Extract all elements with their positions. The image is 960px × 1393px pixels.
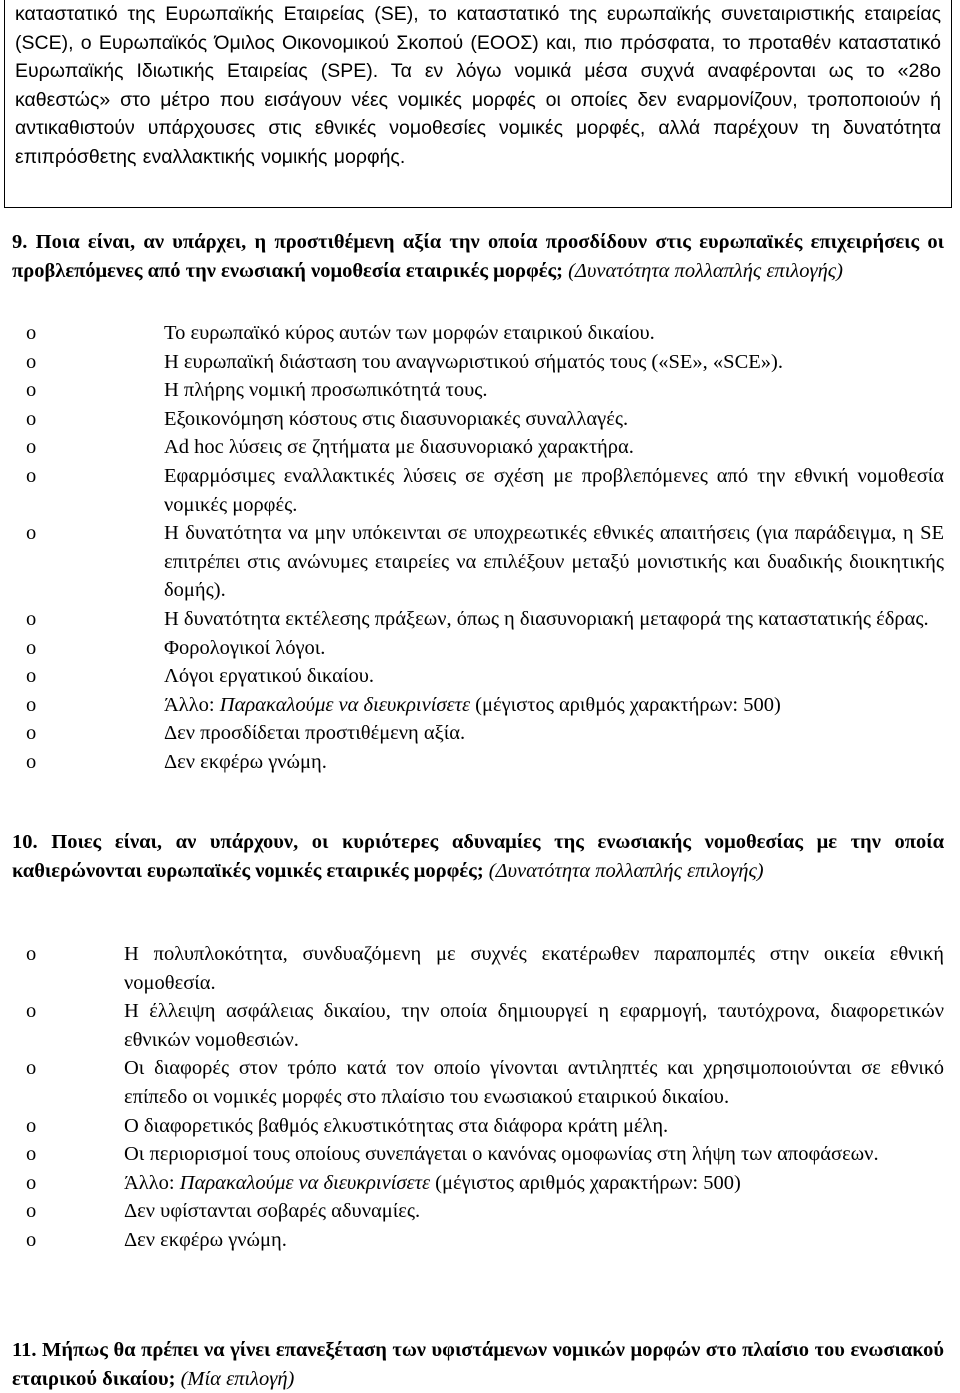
- option-label: Η ευρωπαϊκή διάσταση του αναγνωριστικού σήματός τους («SE», «SCE»).: [164, 350, 783, 373]
- checkbox-icon[interactable]: o: [26, 379, 37, 402]
- q9-option[interactable]: [12, 748, 944, 777]
- question-11-text: Μήπως θα πρέπει να γίνει επανεξέταση των υφιστάμενων νομικών μορφών στο πλαίσιο του ενωσιακού εταιρικού δικαίου;: [12, 1339, 944, 1390]
- option-label: (μέγιστος αριθμός χαρακτήρων: 500): [430, 1171, 741, 1194]
- checkbox-icon[interactable]: o: [26, 322, 37, 344]
- q10-option[interactable]: [12, 1054, 944, 1111]
- intro-paragraph: καταστατικό της Ευρωπαϊκής Εταιρείας (SE), το καταστατικό της ευρωπαϊκής συνεταιριστικής εταιρείας (SCE), ο Ευρωπαϊκός Όμιλος Οικονομικού Σκοπού (ΕΟΟΣ) και, πιο πρόσφατα, το προταθέν καταστατικό Ευρωπαϊκής Ιδιωτικής Εταιρείας (SPE). Τα εν λόγω νομικά μέσα συχνά αναφέρονται ως το «28ο καθεστώς» στο μέτρο που εισάγουν νέες νομικές μορφές οι οποίες δεν εναρμονίζουν, τροποποιούν ή αντικαθιστούν υπάρχουσες στις εθνικές νομοθεσίες νομικές μορφές, αλλά παρέχουν τη δυνατότητα επιπρόσθετης εναλλακτικής νομικής μορφής.: [15, 3, 941, 168]
- option-label: Η δυνατότητα να μην υπόκεινται σε υποχρεωτικές εθνικές απαιτήσεις (για παράδειγμα, η SE επιτρέπει στις ανώνυμες εταιρείες να επιλέξουν μεταξύ μονιστικής και δυαδικής διοικητικής δομής).: [164, 522, 944, 602]
- checkbox-icon[interactable]: o: [26, 665, 37, 688]
- checkbox-icon[interactable]: o: [26, 693, 37, 716]
- question-9-number: 9.: [12, 231, 28, 253]
- checkbox-icon[interactable]: o: [26, 1114, 37, 1137]
- question-9: [12, 228, 944, 285]
- question-10-hint: (Δυνατότητα πολλαπλής επιλογής): [488, 859, 764, 882]
- question-10-text: Ποιες είναι, αν υπάρχουν, οι κυριότερες αδυναμίες της ενωσιακής νομοθεσίας με την οποία καθιερώνονται ευρωπαϊκές νομικές εταιρικές μορφές;: [12, 831, 945, 882]
- question-10-options: [12, 940, 944, 1255]
- q10-option[interactable]: [12, 1112, 944, 1141]
- checkbox-icon[interactable]: o: [26, 1057, 37, 1080]
- question-9-text: Ποια είναι, αν υπάρχει, η προστιθέμενη αξία την οποία προσδίδουν στις ευρωπαϊκές επιχειρήσεις οι προβλεπόμενες από την ενωσιακή νομοθεσία εταιρικές μορφές;: [12, 231, 944, 282]
- checkbox-icon[interactable]: o: [26, 607, 37, 630]
- checkbox-icon[interactable]: o: [26, 436, 37, 459]
- option-label: Άλλο:: [164, 693, 220, 716]
- option-label: Οι περιορισμοί τους οποίους συνεπάγεται ο κανόνας ομοφωνίας στη λήψη των αποφάσεων.: [124, 1143, 879, 1166]
- option-label: Λόγοι εργατικού δικαίου.: [164, 665, 374, 688]
- q10-option[interactable]: [12, 1140, 944, 1169]
- option-label: Εφαρμόσιμες εναλλακτικές λύσεις σε σχέση με προβλεπόμενες από την εθνική νομοθεσία νομικές μορφές.: [164, 464, 944, 516]
- option-label: Δεν προσδίδεται προστιθέμενη αξία.: [164, 722, 466, 745]
- question-11: [12, 1336, 944, 1393]
- option-label: Παρακαλούμε να διευκρινίσετε: [179, 1171, 431, 1194]
- option-label: Το ευρωπαϊκό κύρος αυτών των μορφών εταιρικού δικαίου.: [164, 322, 655, 344]
- option-label: Ο διαφορετικός βαθμός ελκυστικότητας στα διάφορα κράτη μέλη.: [124, 1114, 669, 1137]
- q9-option[interactable]: [12, 605, 944, 634]
- q9-option[interactable]: [12, 519, 944, 605]
- option-label: Η πλήρης νομική προσωπικότητά τους.: [164, 379, 488, 402]
- q9-option[interactable]: [12, 348, 944, 377]
- q9-option[interactable]: [12, 634, 944, 663]
- q9-option[interactable]: [12, 376, 944, 405]
- option-label: Άλλο:: [124, 1171, 180, 1194]
- q9-option[interactable]: [12, 662, 944, 691]
- question-11-hint: (Μία επιλογή): [180, 1367, 295, 1390]
- q10-option[interactable]: [12, 940, 944, 997]
- question-9-options: [12, 319, 944, 777]
- q10-option[interactable]: [12, 1169, 944, 1198]
- checkbox-icon[interactable]: o: [26, 943, 37, 965]
- option-label: Η δυνατότητα εκτέλεσης πράξεων, όπως η διασυνοριακή μεταφορά της καταστατικής έδρας.: [164, 607, 929, 630]
- checkbox-icon[interactable]: o: [26, 464, 37, 487]
- checkbox-icon[interactable]: o: [26, 722, 37, 745]
- q10-option[interactable]: [12, 1197, 944, 1226]
- option-label: Η έλλειψη ασφάλειας δικαίου, την οποία δημιουργεί η εφαρμογή, ταυτόχρονα, διαφορετικών εθνικών νομοθεσιών.: [124, 1000, 944, 1051]
- q9-option[interactable]: [12, 719, 944, 748]
- option-label: Η πολυπλοκότητα, συνδυαζόμενη με συχνές εκατέρωθεν παραπομπές στην οικεία εθνική νομοθεσία.: [124, 943, 944, 994]
- q9-option[interactable]: [12, 405, 944, 434]
- question-10: [12, 828, 944, 885]
- question-11-number: 11.: [12, 1339, 37, 1361]
- option-label: Δεν εκφέρω γνώμη.: [164, 750, 327, 773]
- option-label: Οι διαφορές στον τρόπο κατά τον οποίο γίνονται αντιληπτές και χρησιμοποιούνται σε εθνικό επίπεδο οι νομικές μορφές στο πλαίσιο του ενωσιακού εταιρικού δικαίου.: [124, 1057, 944, 1108]
- checkbox-icon[interactable]: o: [26, 522, 37, 545]
- checkbox-icon[interactable]: o: [26, 1200, 37, 1223]
- q9-option[interactable]: [12, 691, 944, 720]
- option-label: Δεν υφίστανται σοβαρές αδυναμίες.: [124, 1200, 421, 1223]
- question-10-number: 10.: [12, 831, 38, 853]
- checkbox-icon[interactable]: o: [26, 407, 37, 430]
- option-label: (μέγιστος αριθμός χαρακτήρων: 500): [470, 693, 781, 716]
- option-label: Εξοικονόμηση κόστους στις διασυνοριακές συναλλαγές.: [164, 407, 629, 430]
- q9-option[interactable]: [12, 319, 944, 348]
- checkbox-icon[interactable]: o: [26, 1228, 37, 1251]
- option-label: Δεν εκφέρω γνώμη.: [124, 1228, 287, 1251]
- question-9-hint: (Δυνατότητα πολλαπλής επιλογής): [568, 259, 843, 282]
- checkbox-icon[interactable]: o: [26, 750, 37, 773]
- checkbox-icon[interactable]: o: [26, 636, 37, 659]
- option-label: Ad hoc λύσεις σε ζητήματα με διασυνοριακό χαρακτήρα.: [164, 436, 634, 459]
- q9-option[interactable]: [12, 433, 944, 462]
- option-label: Φορολογικοί λόγοι.: [164, 636, 326, 659]
- option-label: Παρακαλούμε να διευκρινίσετε: [219, 693, 471, 716]
- q10-option[interactable]: [12, 1226, 944, 1255]
- checkbox-icon[interactable]: o: [26, 1143, 37, 1166]
- checkbox-icon[interactable]: o: [26, 350, 37, 373]
- q10-option[interactable]: [12, 997, 944, 1054]
- intro-text-box: [4, 0, 952, 208]
- checkbox-icon[interactable]: o: [26, 1171, 37, 1194]
- checkbox-icon[interactable]: o: [26, 1000, 37, 1023]
- q9-option[interactable]: [12, 462, 944, 519]
